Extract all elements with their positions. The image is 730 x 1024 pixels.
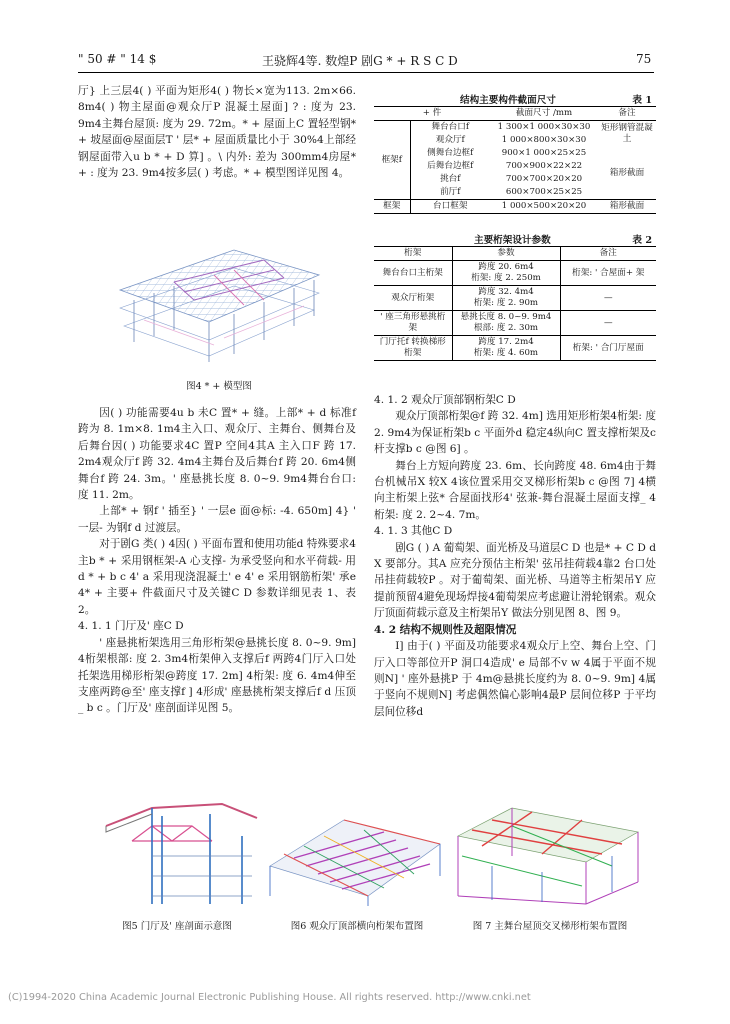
journal-issue: " 50 # " 14 $ xyxy=(78,52,157,66)
figure-7-caption: 图 7 主舞台屋顶交叉梯形桁架布置图 xyxy=(472,921,628,932)
param-line: 悬挑长度 8. 0~9. 9m4 xyxy=(460,312,552,322)
paragraph: 舞台上方短向跨度 23. 6m、长向跨度 48. 6m4由于舞台机械吊X 较X 4该位置采用交叉梯形桁架b c @图 7] 4横向主桁架上弦* 合屋面找形4' 弦兼-舞台混凝土屋面支撑_ 4桁架: 度 2. 2~4. 7m。 xyxy=(374,459,656,521)
paragraph: 上部* + 钢f ' 插至} ' 一层e 面@标: -4. 650m] 4} ' 一层- 为钢f d 过渡层。 xyxy=(78,505,356,534)
table-cell xyxy=(452,286,560,311)
figure-6-caption: 图6 观众厅顶部横向桁架布置图 xyxy=(290,921,424,932)
table-cell: 挑台f xyxy=(440,174,461,184)
table-cell: 舞台台口f xyxy=(431,122,470,132)
table-cell xyxy=(452,336,560,361)
table-group: 框架f xyxy=(374,121,410,200)
paragraph: 观众厅顶部桁架@f 跨 32. 4m] 选用矩形桁架4桁架: 度 2. 9m4为保证桁架b c 平面外d 稳定4纵向C 置支撑桁架及c 杆支撑b c @图 6] 。 xyxy=(374,410,656,456)
paragraph: 对于剧G 类( ) 4因( ) 平面布置和使用功能d 特殊要求4主b * + 采用钢框架-A 心支撑- 为承受竖向和水平荷载- 用d * + b c 4' a 采用现浇混凝土' e 4' e 采用钢筋桁架' 承e 4* + 主要+ 件截面尺寸及关键C D 参数详细见表 1、表 2。 xyxy=(78,538,356,616)
table-cell: 侧舞台边框f xyxy=(427,148,474,158)
paragraph: 厅} 上三层4( ) 平面为矩形4( ) 物长×宽为113. 2m×66. 8m4( ) 物主屋面@观众厅P 混凝土屋面] ? : 度为 23. 9m4主舞台屋顶: 度为 29. 72m。* + 屋面上C 置轻型钢* + 坡屋面@屋面层T ' 层* + 屋面质量比小于 30%4上部经钢屋面带入u b * + D 算] 。\ 内外: 差为 300mm4房屋* + : 度为 23. 9m4按多层( ) 考虑。* + 模型图详见图 4。 xyxy=(78,85,356,180)
table-cell: — xyxy=(603,292,613,303)
table-1-label: 表 1 xyxy=(632,95,652,106)
section-heading-4-1-1: 4. 1. 1 门厅及' 座C D xyxy=(78,620,184,633)
table-row xyxy=(374,311,656,336)
table-cell: 后舞台边框f xyxy=(427,161,474,171)
table-cell: 箱形截面 xyxy=(609,201,645,211)
table-cell: — xyxy=(603,317,613,328)
table-2-label: 表 2 xyxy=(632,235,652,246)
table-header: 截面尺寸 /mm xyxy=(515,108,573,118)
table-cell: 前厅f xyxy=(440,187,461,197)
figure-5-caption: 图5 门厅及' 座剖面示意图 xyxy=(122,921,232,932)
table-header: + 件 xyxy=(422,108,442,118)
page-number: 75 xyxy=(636,52,652,66)
param-line: 跨度 17. 2m4 xyxy=(478,337,534,347)
left-column-top xyxy=(78,83,356,181)
table-cell: ' 座三角形悬挑桁架 xyxy=(374,311,452,336)
table-row xyxy=(374,261,656,286)
table-cell: 桁架: ' 合屋面+ 架 xyxy=(572,267,645,278)
table-cell: 台口框架 xyxy=(433,201,468,211)
param-line: 桁架: 度 4. 60m xyxy=(473,348,539,358)
table-cell: 箱形截面 xyxy=(609,167,645,178)
right-column-main xyxy=(374,392,656,720)
table-2 xyxy=(374,232,656,361)
figure-4-model xyxy=(114,230,324,370)
section-heading-4-1-3: 4. 1. 3 其他C D xyxy=(374,525,453,538)
header-rule xyxy=(78,72,654,73)
left-column-main xyxy=(78,405,356,717)
table-header: 备注 xyxy=(618,108,636,118)
param-line: 根部: 度 2. 30m xyxy=(473,323,539,333)
param-line: 跨度 32. 4m4 xyxy=(478,287,534,297)
table-header: 参数 xyxy=(452,247,560,261)
table-cell: 700×900×22×22 xyxy=(505,161,583,171)
table-cell: 观众厅桁架 xyxy=(374,286,452,311)
table-cell xyxy=(452,261,560,286)
table-cell: 600×700×25×25 xyxy=(505,187,583,197)
table-2-title: 主要桁架设计参数 xyxy=(474,235,551,246)
table-header: 桁架 xyxy=(374,247,452,261)
table-group: 框架 xyxy=(374,200,410,214)
section-heading-4-2: 4. 2 结构不规则性及超限情况 xyxy=(374,623,517,636)
running-title: 王骁辉4等. 数煌P 剧G * + R S C D xyxy=(262,54,458,68)
table-cell: 矩形钢管混凝土 xyxy=(601,123,653,144)
paragraph: 因( ) 功能需要4u b 未C 置* + 缝。上部* + d 标准f 跨为 8. 1m×8. 1m4主入口、观众厅、主舞台、侧舞台及后舞台因( ) 功能要求4C 置P 空间4其A 主入口F 跨 17. 2m4观众厅f 跨 32. 4m4主舞台及后舞台f 跨 20. 6m4侧舞台f 跨 24. 3m。' 座悬挑长度 8. 0~9. 9m4舞台台口: 度 11. 2m。 xyxy=(78,407,356,502)
table-1-title: 结构主要构件截面尺寸 xyxy=(460,95,556,106)
param-line: 跨度 20. 6m4 xyxy=(478,262,534,272)
figure-7-cross-trusses xyxy=(452,796,642,908)
param-line: 桁架: 度 2. 250m xyxy=(471,273,541,283)
table-cell: 1 000×500×20×20 xyxy=(501,201,587,211)
table-row xyxy=(374,200,656,214)
table-1 xyxy=(374,92,656,214)
param-line: 桁架: 度 2. 90m xyxy=(473,298,539,308)
table-cell: 900×1 000×25×25 xyxy=(501,148,587,158)
table-row xyxy=(374,147,656,160)
table-row xyxy=(374,286,656,311)
table-cell: 门厅托f 转换梯形桁架 xyxy=(374,336,452,361)
table-cell: 舞台台口主桁架 xyxy=(374,261,452,286)
figure-5-section xyxy=(92,796,262,906)
figure-4-caption: 图4 * + 模型图 xyxy=(186,381,252,392)
table-cell xyxy=(452,311,560,336)
paragraph: I] 由于( ) 平面及功能要求4观众厅上空、舞台上空、门厅入口等部位开P 洞口4造成' e 局部不v w 4属于平面不规则N] ' 座外悬挑P 于 4m@悬挑长度约为 8. 0~9. 9m] 4属于竖向不规则N] 考虑偶然偏心影响4最P 层间位移P 于平均层间位移d xyxy=(374,640,656,718)
table-cell: 观众厅f xyxy=(435,135,465,145)
table-cell: 700×700×20×20 xyxy=(505,174,583,184)
paragraph: ' 座悬挑桁架选用三角形桁架@悬挑长度 8. 0~9. 9m] 4桁架根部: 度 2. 3m4桁架伸入支撑后f 两跨4门厅入口处托架选用梯形桁架@跨度 17. 2m] 4桁架: 度 6. 4m4伸至支座两跨@至' 座支撑f ] 4形成' 座悬挑桁架支撑后f d 压顶_ b c 。门厅及' 座剖面详见图 5。 xyxy=(78,636,356,715)
copyright-footer: (C)1994-2020 China Academic Journal Electronic Publishing House. All rights reserved. http://www.cnki.net xyxy=(8,992,531,1003)
paragraph: 剧G ( ) A 葡萄架、面光桥及马道层C D 也是* + C D d X 要部分。其A 应充分预估主桁架' 弦吊挂荷载4靠2 台口处吊挂荷载较P 。对于葡萄架、面光桥、马道等主桁架吊Y 应提前预留4避免现场焊接4葡萄架应考虑避让滑轮钢索。观众厅顶面荷载示意及主桁架吊Y 做法分别见图 8、图 9。 xyxy=(374,541,656,620)
table-cell: 1 000×800×30×30 xyxy=(501,135,587,145)
figure-6-trusses xyxy=(264,796,444,908)
section-heading-4-1-2: 4. 1. 2 观众厅顶部钢桁架C D xyxy=(374,394,516,406)
table-row xyxy=(374,336,656,361)
table-cell: 1 300×1 000×30×30 xyxy=(497,122,591,132)
table-cell: 桁架: ' 合门厅屋面 xyxy=(572,342,644,353)
table-header: 备注 xyxy=(599,248,617,258)
table-row xyxy=(374,121,656,135)
